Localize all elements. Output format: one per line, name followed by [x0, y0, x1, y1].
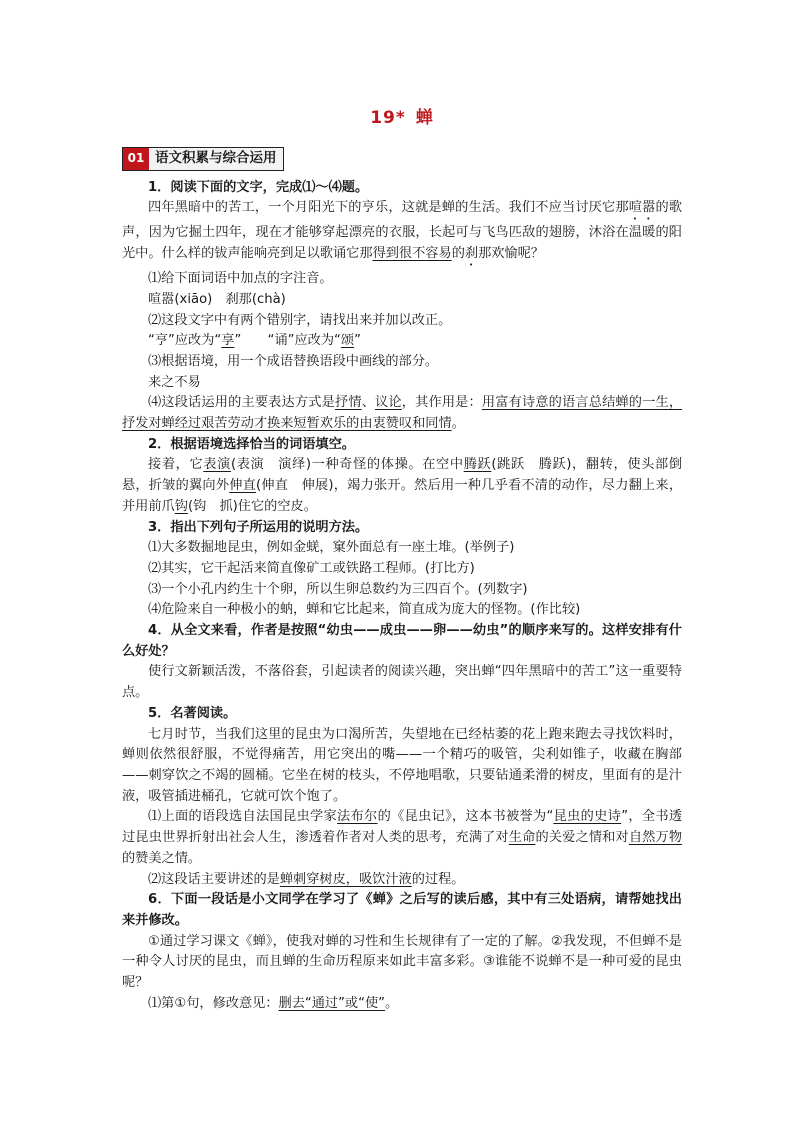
q3-item: ⑴大多数掘地昆虫，例如金蜣，窠外面总有一座土堆。(举例子)	[148, 540, 515, 556]
worksheet-page	[122, 100, 682, 1014]
q1-passage: 四年黑暗中的苦工，一个月阳光下的亨乐，这就是蝉的生活。我们不应当讨厌它那喧嚣的歌声，因为它掘土四年，现在才能够穿起漂亮的衣服，长起可与飞鸟匹敌的翅膀，沐浴在温暖的阳光中。什么样的钹声能响亮到足以歌诵它那得到很不容易的刹那欢愉呢？	[122, 200, 683, 262]
q2-passage: 接着，它表演(表演 演绎)一种奇怪的体操。在空中腾跃(跳跃 腾跃)，翻转，使头部倒悬，折皱的翼向外伸直(伸直 伸展)，竭力张开。然后用一种几乎看不清的动作，尽力翻上来，并用前爪钩(钩 抓)住它的空皮。	[122, 457, 682, 514]
section-label: 语文积累与综合运用	[149, 148, 283, 170]
q1-ans1: 喧嚣(xiāo) 刹那(chà)	[148, 291, 286, 307]
q3-item: ⑵其实，它干起活来简直像矿工或铁路工程师。(打比方)	[148, 560, 475, 576]
q3-item: ⑶一个小孔内约生十个卵，所以生卵总数约为三四百个。(列数字)	[148, 581, 528, 597]
q5-passage: 七月时节，当我们这里的昆虫为口渴所苦，失望地在已经枯萎的花上跑来跑去寻找饮料时，蝉则依然很舒服，不觉得痛苦，用它突出的嘴——一个精巧的吸管，尖利如锥子，收藏在胸部——刺穿饮之不竭的圆桶。它坐在树的枝头，不停地唱歌，只要钻通柔滑的树皮，里面有的是汁液，吸管插进桶孔，它就可饮个饱了。	[122, 726, 682, 804]
q3-item: ⑷危险来自一种极小的蚋，蝉和它比起来，简直成为庞大的怪物。(作比较)	[148, 602, 581, 618]
section-badge: 01	[123, 148, 149, 170]
q1-ans2: “亨”应改为“享” “诵”应改为“颂”	[148, 333, 361, 349]
q4-stem: 4．从全文来看，作者是按照“幼虫——成虫——卵——幼虫”的顺序来写的。这样安排有什么好处？	[122, 623, 682, 659]
q3-stem: 3．指出下列句子所运用的说明方法。	[148, 519, 369, 535]
lesson-title	[122, 108, 682, 129]
q6-sub1: ⑴第①句，修改意见：删去“通过”或“使”。	[148, 995, 399, 1011]
q2-stem: 2．根据语境选择恰当的词语填空。	[148, 436, 355, 452]
lesson-number: 19*	[370, 108, 406, 128]
q1-sub1: ⑴给下面词语中加点的字注音。	[148, 271, 333, 287]
q1-sub2: ⑵这段文字中有两个错别字，请找出来并加以改正。	[148, 312, 452, 328]
q1-sub4: ⑷这段话运用的主要表达方式是抒情、议论，其作用是：用富有诗意的语言总结蝉的一生，抒发对蝉经过艰苦劳动才换来短暂欢乐的由衷赞叹和同情。	[122, 395, 683, 432]
q1-ans3: 来之不易	[148, 374, 201, 390]
q1-stem: 1．阅读下面的文字，完成⑴～⑷题。	[148, 179, 369, 195]
q1-sub3: ⑶根据语境，用一个成语替换语段中画线的部分。	[148, 353, 439, 369]
q6-passage: ①通过学习课文《蝉》，使我对蝉的习性和生长规律有了一定的了解。②我发现，不但蝉不是一种令人讨厌的昆虫，而且蝉的生命历程原来如此丰富多彩。③谁能不说蝉不是一种可爱的昆虫呢？	[122, 933, 682, 991]
q5-sub2: ⑵这段话主要讲述的是蝉刺穿树皮，吸饮汁液的过程。	[148, 871, 465, 887]
section-header	[122, 147, 284, 171]
q5-sub1: ⑴上面的语段选自法国昆虫学家法布尔的《昆虫记》，这本书被誉为“昆虫的史诗”，全书透过昆虫世界折射出社会人生，渗透着作者对人类的思考，充满了对生命的关爱之情和对自然万物的赞美之情。	[122, 809, 683, 866]
q4-answer: 使行文新颖活泼，不落俗套，引起读者的阅读兴趣，突出蝉“四年黑暗中的苦工”这一重要特点。	[122, 664, 682, 701]
lesson-name: 蝉	[415, 108, 434, 128]
q5-stem: 5．名著阅读。	[148, 705, 237, 721]
q1-underlined-phrase: 得到很不容易	[372, 246, 452, 262]
q6-stem: 6．下面一段话是小文同学在学习了《蝉》之后写的读后感，其中有三处语病，请帮她找出来并修改。	[122, 892, 682, 928]
